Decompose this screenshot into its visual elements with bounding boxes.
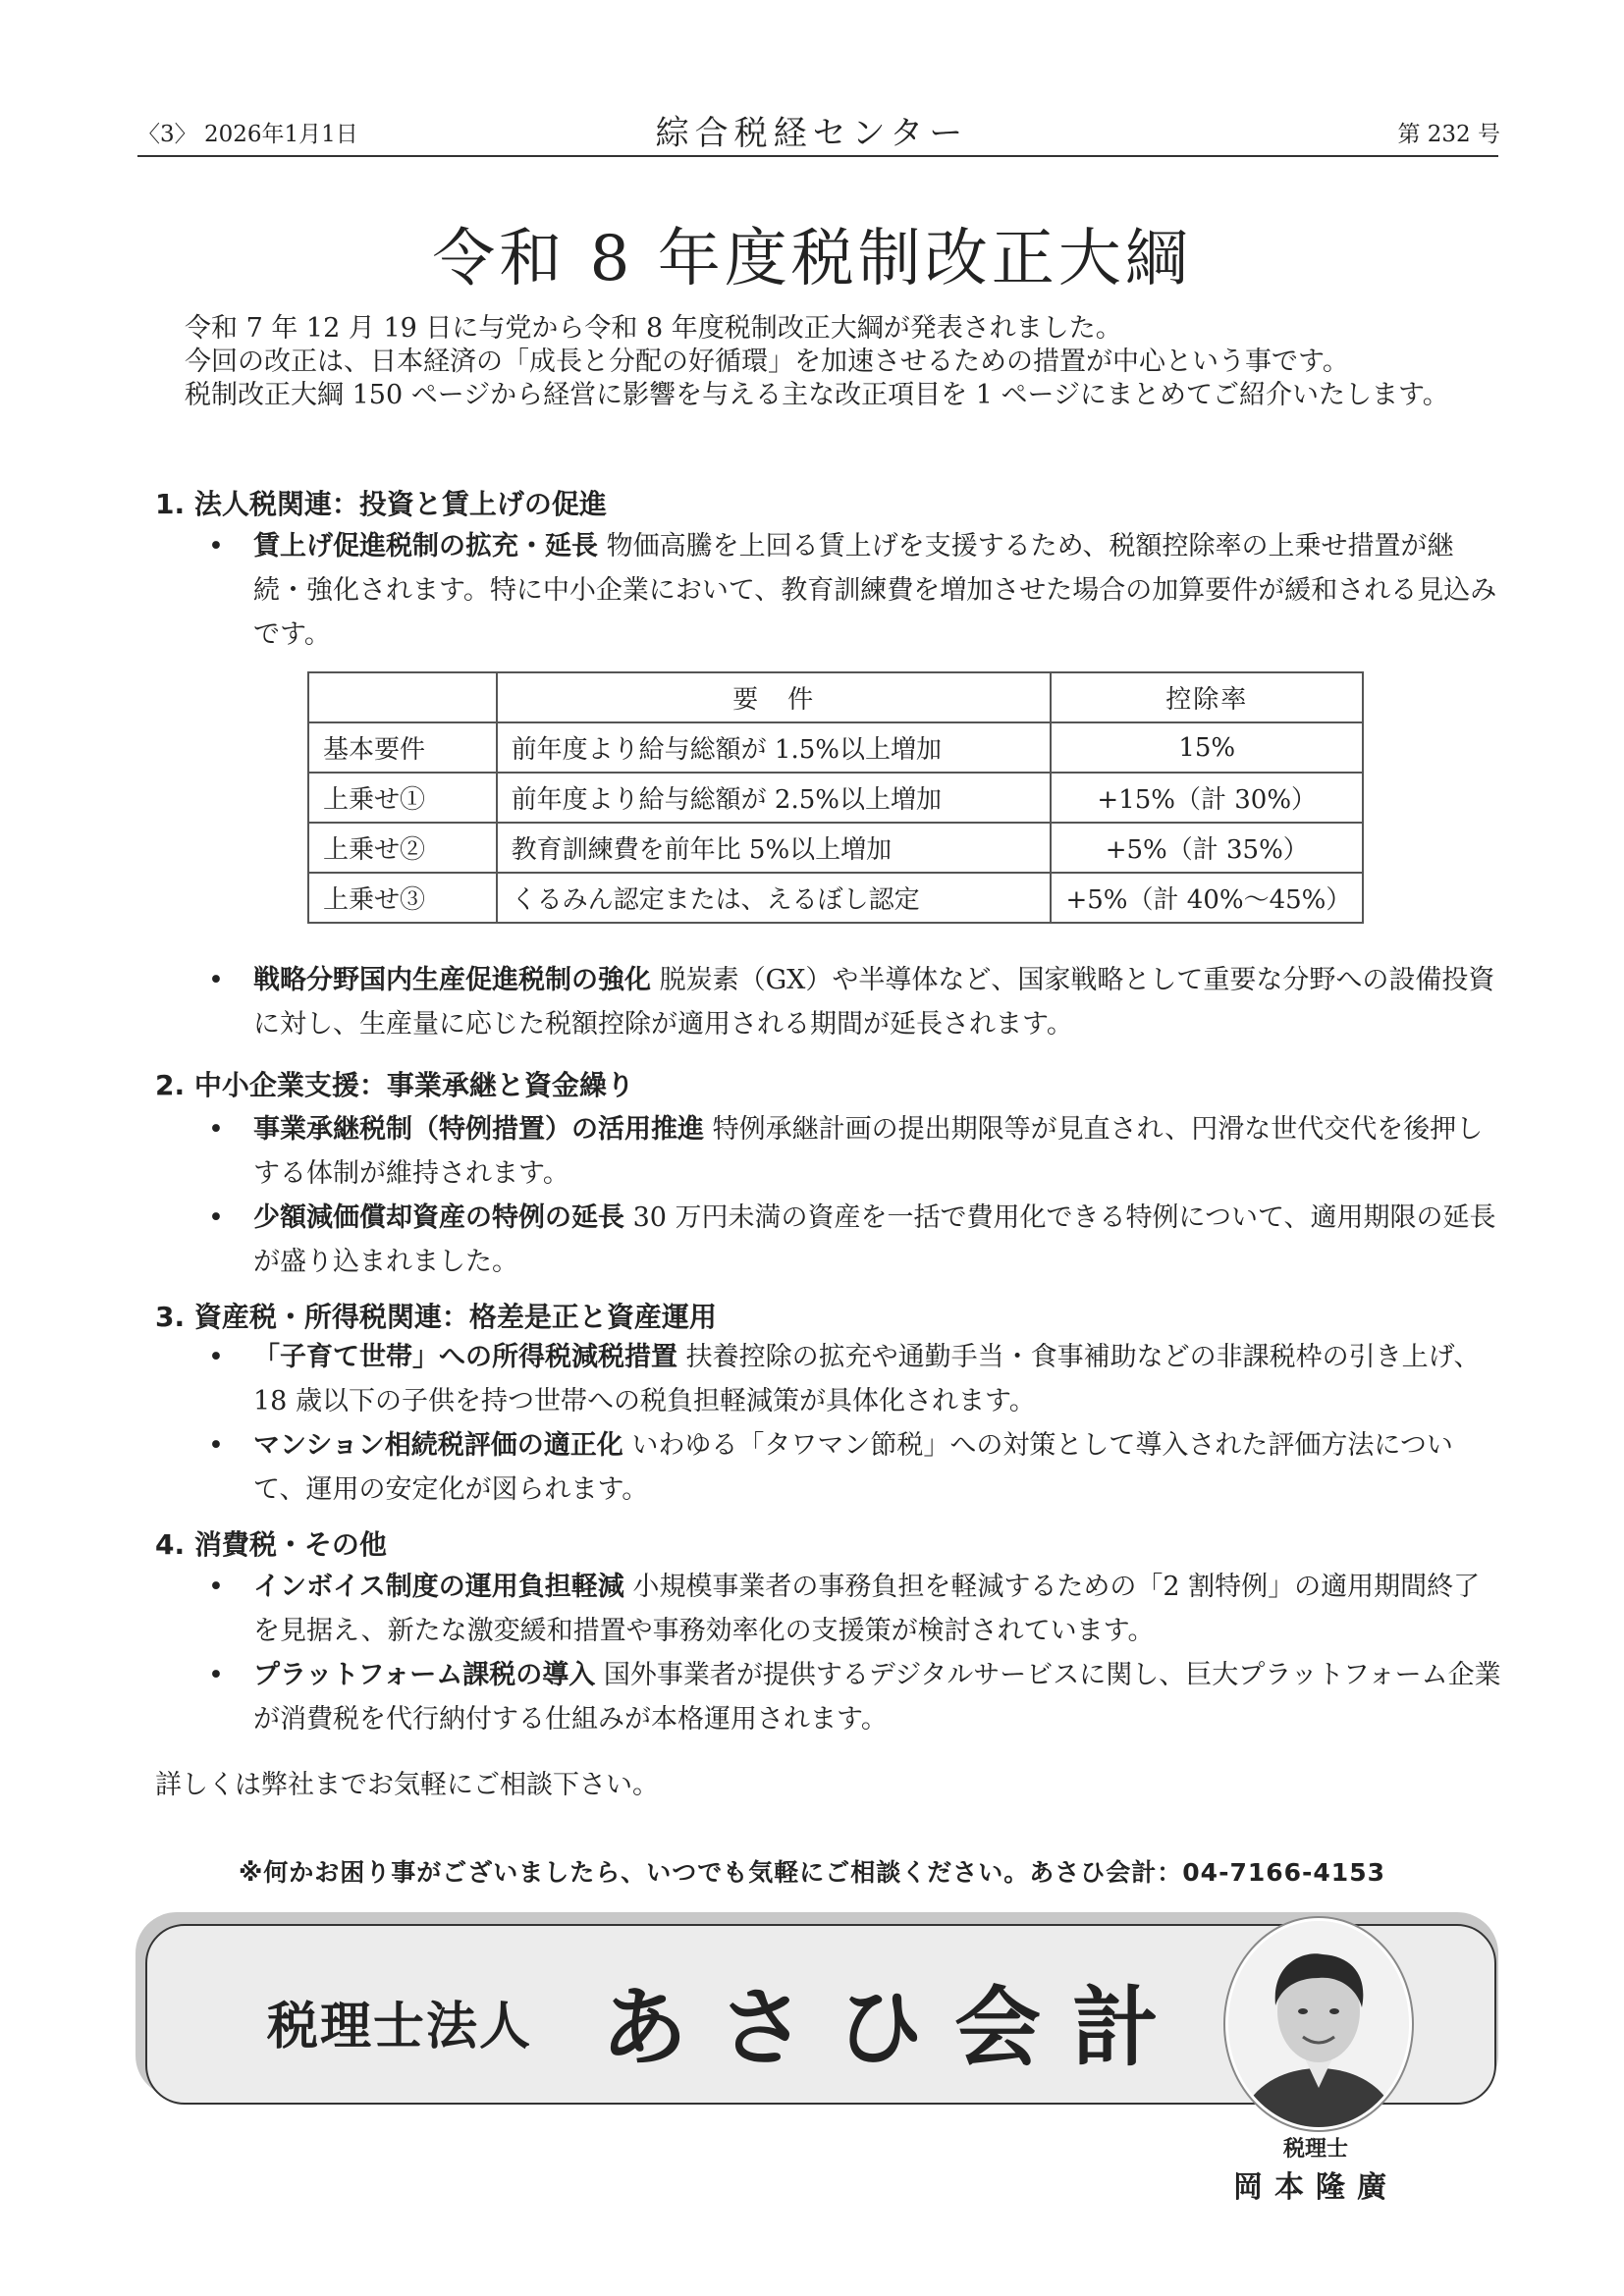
section-heading-1: 1. 法人税関連：投資と賃上げの促進 — [155, 488, 607, 520]
section-heading-3: 3. 資産税・所得税関連：格差是正と資産運用 — [155, 1301, 717, 1333]
list-item — [208, 1107, 1504, 1196]
intro-paragraph — [185, 312, 1500, 412]
table-cell: +5%（計 40%〜45%） — [1051, 873, 1363, 923]
item-text: 脱炭素（GX）や半導体など、国家戦略として重要な分野への設備投資に対し、生産量に応じた税額控除が適用される期間が延長されます。 — [253, 965, 1495, 1040]
table-row — [308, 722, 1363, 773]
item-title: 少額減価償却資産の特例の延長 — [253, 1202, 624, 1233]
list-item — [208, 1653, 1504, 1741]
item-title: 賃上げ促進税制の拡充・延長 — [253, 531, 598, 561]
table-cell: +5%（計 35%） — [1051, 823, 1363, 873]
bullet-icon: • — [208, 1114, 224, 1145]
item-title: インボイス制度の運用負担軽減 — [253, 1572, 624, 1602]
item-title: 「子育て世帯」への所得税減税措置 — [253, 1342, 677, 1372]
person-icon — [1228, 1921, 1409, 2127]
contact-line: ※何かお困り事がございましたら、いつでも気軽にご相談ください。あさひ会計：04-7166-4153 — [238, 1858, 1385, 1887]
item-text: 30 万円未満の資産を一括で費用化できる特例について、適用期限の延長が盛り込まれました。 — [253, 1202, 1496, 1277]
bullet-icon: • — [208, 1202, 224, 1233]
list-item — [208, 524, 1504, 657]
table-header — [308, 672, 497, 722]
table-cell: +15%（計 30%） — [1051, 773, 1363, 823]
table-cell: 上乗せ② — [308, 823, 497, 873]
table-row — [308, 823, 1363, 873]
bullet-icon: • — [208, 1660, 224, 1690]
list-item — [208, 1423, 1504, 1512]
item-title: プラットフォーム課税の導入 — [253, 1660, 596, 1690]
item-title: 事業承継税制（特例措置）の活用推進 — [253, 1114, 704, 1145]
item-text: いわゆる「タワマン節税」への対策として導入された評価方法について、運用の安定化が図られます。 — [253, 1430, 1453, 1505]
item-text: 扶養控除の拡充や通勤手当・食事補助などの非課税枠の引き上げ、18 歳以下の子供を持つ世帯への税負担軽減策が具体化されます。 — [253, 1342, 1481, 1416]
intro-line: 今回の改正は、日本経済の「成長と分配の好循環」を加速させるための措置が中心という事です。 — [185, 347, 1349, 377]
table-cell: 基本要件 — [308, 722, 497, 773]
bullet-icon: • — [208, 1430, 224, 1461]
table-cell: 15% — [1051, 722, 1363, 773]
header-divider — [137, 155, 1498, 157]
closing-text: 詳しくは弊社までお気軽にご相談下さい。 — [155, 1770, 659, 1800]
person-role: 税理士 — [1282, 2137, 1348, 2162]
section-heading-4: 4. 消費税・その他 — [155, 1528, 387, 1561]
deduction-rate-table — [307, 671, 1364, 924]
intro-line: 税制改正大綱 150 ページから経営に影響を与える主な改正項目を 1 ページにまとめてご紹介いたします。 — [185, 380, 1449, 410]
table-cell: 前年度より給与総額が 1.5%以上増加 — [497, 722, 1052, 773]
table-cell: 上乗せ① — [308, 773, 497, 823]
list-item — [208, 1335, 1504, 1423]
firm-name: あさひ会計 — [601, 1976, 1191, 2078]
person-name: 岡本隆廣 — [1233, 2170, 1398, 2205]
table-header: 控除率 — [1051, 672, 1363, 722]
portrait-photo — [1225, 1918, 1412, 2130]
item-title: マンション相続税評価の適正化 — [253, 1430, 623, 1461]
masthead: 綜合税経センター — [655, 114, 969, 153]
item-text: 国外事業者が提供するデジタルサービスに関し、巨大プラットフォーム企業が消費税を代行納付する仕組みが本格運用されます。 — [253, 1660, 1501, 1735]
list-item — [208, 1196, 1504, 1284]
item-text: 物価高騰を上回る賃上げを支援するため、税額控除率の上乗せ措置が継続・強化されます。特に中小企業において、教育訓練費を増加させた場合の加算要件が緩和される見込みです。 — [253, 531, 1497, 650]
bullet-icon: • — [208, 1572, 224, 1602]
item-title: 戦略分野国内生産促進税制の強化 — [253, 965, 651, 995]
firm-type: 税理士法人 — [267, 1998, 533, 2056]
table-header: 要 件 — [497, 672, 1052, 722]
table-cell: 上乗せ③ — [308, 873, 497, 923]
page-title: 令和 8 年度税制改正大綱 — [432, 223, 1192, 295]
item-text: 小規模事業者の事務負担を軽減するための「2 割特例」の適用期間終了を見据え、新たな激変緩和措置や事務効率化の支援策が検討されています。 — [253, 1572, 1481, 1646]
table-cell: 教育訓練費を前年比 5%以上増加 — [497, 823, 1052, 873]
item-text: 特例承継計画の提出期限等が見直され、円滑な世代交代を後押しする体制が維持されます。 — [253, 1114, 1484, 1189]
intro-line: 令和 7 年 12 月 19 日に与党から令和 8 年度税制改正大綱が発表されました。 — [185, 313, 1122, 344]
list-item — [208, 1565, 1504, 1653]
issue-date: 〈3〉 2026年1月1日 — [137, 122, 358, 147]
bullet-icon: • — [208, 531, 224, 561]
table-row — [308, 773, 1363, 823]
table-row — [308, 873, 1363, 923]
list-item — [208, 958, 1504, 1046]
table-header-row — [308, 672, 1363, 722]
table-cell: 前年度より給与総額が 2.5%以上増加 — [497, 773, 1052, 823]
section-heading-2: 2. 中小企業支援：事業承継と資金繰り — [155, 1069, 634, 1101]
bullet-icon: • — [208, 965, 224, 995]
table-cell: くるみん認定または、えるぼし認定 — [497, 873, 1052, 923]
bullet-icon: • — [208, 1342, 224, 1372]
issue-number: 第 232 号 — [1397, 122, 1500, 147]
